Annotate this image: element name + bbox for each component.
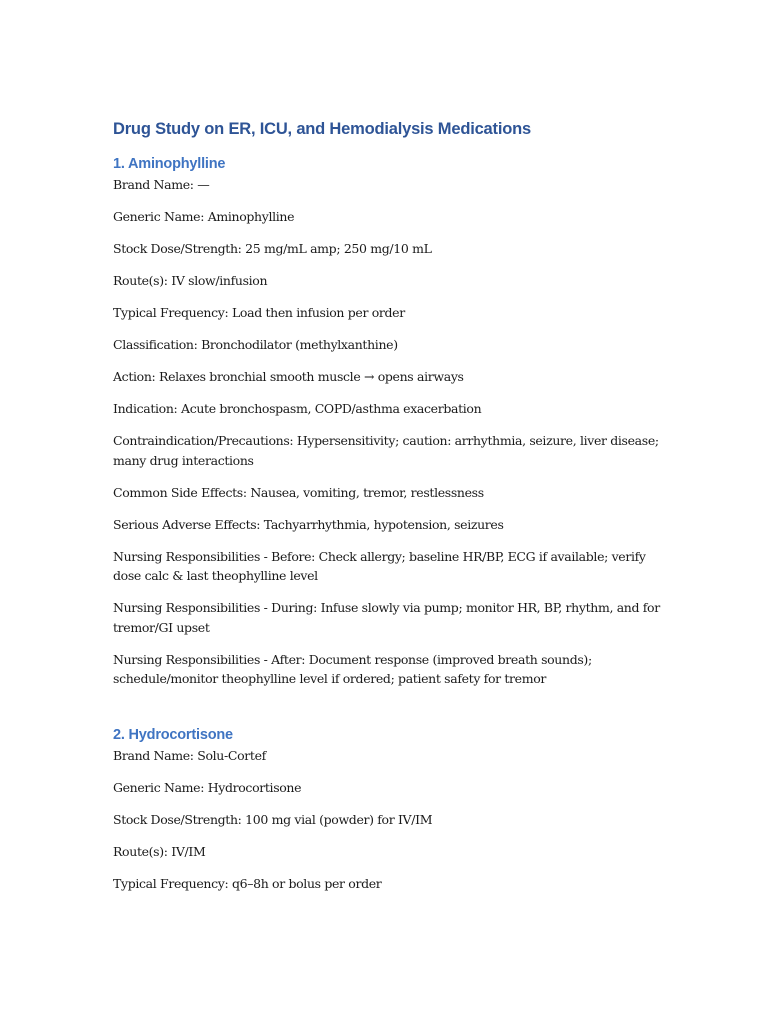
- drug-section-aminophylline: [113, 154, 673, 689]
- generic-name-field: Generic Name: Hydrocortisone: [113, 779, 302, 795]
- stock-dose-field: Stock Dose/Strength: 100 mg vial (powder) for IV/IM: [113, 811, 433, 827]
- section-heading: 1. Aminophylline: [113, 156, 226, 172]
- document-page: [113, 118, 673, 906]
- frequency-field: Typical Frequency: q6–8h or bolus per order: [113, 875, 382, 891]
- route-field: Route(s): IV/IM: [113, 843, 206, 859]
- brand-name-field: Brand Name: —: [113, 177, 210, 192]
- document-title: Drug Study on ER, ICU, and Hemodialysis Medications: [113, 120, 531, 138]
- section-heading: 2. Hydrocortisone: [113, 726, 233, 743]
- contraindication-field: Contraindication/Precautions: Hypersensitivity; caution: arrhythmia, seizure, liver disease; many drug interactions: [113, 433, 659, 468]
- drug-section-hydrocortisone: [113, 725, 673, 894]
- common-side-effects-field: Common Side Effects: Nausea, vomiting, tremor, restlessness: [113, 484, 484, 500]
- stock-dose-field: Stock Dose/Strength: 25 mg/mL amp; 250 mg/10 mL: [113, 241, 432, 256]
- serious-adverse-effects-field: Serious Adverse Effects: Tachyarrhythmia, hypotension, seizures: [113, 516, 504, 532]
- action-field: Action: Relaxes bronchial smooth muscle → opens airways: [113, 369, 464, 384]
- nursing-during-field: Nursing Responsibilities - During: Infuse slowly via pump; monitor HR, BP, rhythm, and for tremor/GI upset: [113, 600, 660, 635]
- brand-name-field: Brand Name: Solu-Cortef: [113, 747, 266, 763]
- nursing-after-field: Nursing Responsibilities - After: Document response (improved breath sounds); schedule/monitor theophylline level if ordered; patient safety for tremor: [113, 651, 592, 686]
- generic-name-field: Generic Name: Aminophylline: [113, 209, 295, 224]
- route-field: Route(s): IV slow/infusion: [113, 273, 268, 288]
- indication-field: Indication: Acute bronchospasm, COPD/asthma exacerbation: [113, 401, 482, 416]
- classification-field: Classification: Bronchodilator (methylxanthine): [113, 337, 398, 352]
- frequency-field: Typical Frequency: Load then infusion per order: [113, 305, 405, 320]
- nursing-before-field: Nursing Responsibilities - Before: Check allergy; baseline HR/BP, ECG if available; verify dose calc & last theophylline level: [113, 548, 646, 583]
